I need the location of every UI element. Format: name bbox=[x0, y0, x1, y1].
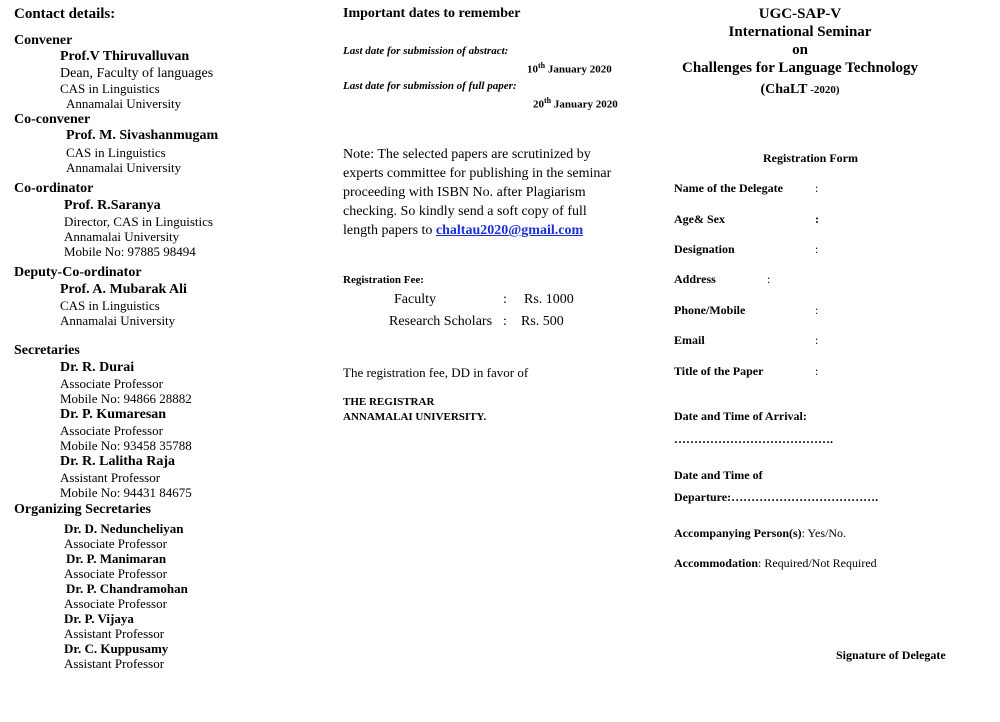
field-colon: : bbox=[815, 181, 819, 195]
secretary-mobile: Mobile No: 93458 35788 bbox=[60, 438, 192, 453]
fee-label: Faculty bbox=[394, 292, 436, 307]
signature-label: Signature of Delegate bbox=[836, 648, 946, 662]
organizer-role: Assistant Professor bbox=[64, 626, 165, 641]
organizer-name: Dr. P. Vijaya bbox=[64, 611, 134, 626]
field-colon: : bbox=[815, 242, 819, 256]
note-line: length papers to chaltau2020@gmail.com bbox=[343, 223, 584, 238]
departure-label: Date and Time of bbox=[674, 468, 763, 482]
fee-label: Research Scholars bbox=[389, 314, 493, 329]
organizer-role: Associate Professor bbox=[64, 566, 167, 581]
registrar-line: THE REGISTRAR bbox=[343, 396, 435, 408]
seminar-title-line: Challenges for Language Technology bbox=[681, 60, 918, 76]
seminar-title-line: on bbox=[792, 42, 808, 58]
secretary-name: Dr. R. Durai bbox=[60, 360, 135, 375]
coconvener-line: Annamalai University bbox=[66, 160, 182, 175]
coordinator-name: Prof. R.Saranya bbox=[64, 198, 161, 213]
field-name-label: Name of the Delegate bbox=[674, 181, 783, 195]
abstract-deadline-label: Last date for submission of abstract: bbox=[343, 45, 509, 57]
fee-heading: Registration Fee: bbox=[343, 274, 424, 286]
deputy-heading: Deputy-Co-ordinator bbox=[14, 265, 142, 280]
secretary-name: Dr. P. Kumaresan bbox=[60, 407, 167, 422]
organizer-role: Associate Professor bbox=[64, 596, 167, 611]
field-designation-label: Designation bbox=[674, 242, 735, 256]
convener-heading: Convener bbox=[14, 33, 73, 48]
organizer-name: Dr. P. Chandramohan bbox=[66, 581, 188, 596]
field-phone-label: Phone/Mobile bbox=[674, 303, 746, 317]
fee-value: Rs. 500 bbox=[521, 314, 564, 329]
coconvener-line: CAS in Linguistics bbox=[66, 145, 166, 160]
field-colon: : bbox=[815, 303, 819, 317]
convener-line: CAS in Linguistics bbox=[60, 81, 160, 96]
seminar-title-line: International Seminar bbox=[728, 24, 872, 40]
secretary-mobile: Mobile No: 94866 28882 bbox=[60, 391, 192, 406]
field-age-label: Age& Sex bbox=[674, 212, 725, 226]
abstract-deadline-date: 10th January 2020 bbox=[527, 61, 612, 76]
dates-heading: Important dates to remember bbox=[343, 6, 521, 21]
coordinator-line: Annamalai University bbox=[64, 229, 180, 244]
coconvener-heading: Co-convener bbox=[14, 112, 91, 127]
convener-name: Prof.V Thiruvalluvan bbox=[60, 49, 190, 64]
note-line: proceeding with ISBN No. after Plagiarism bbox=[343, 185, 586, 200]
accompanying-field: Accompanying Person(s): Yes/No. bbox=[674, 526, 847, 540]
seminar-title-line: UGC-SAP-V bbox=[758, 6, 842, 22]
secretaries-heading: Secretaries bbox=[14, 343, 80, 358]
coconvener-name: Prof. M. Sivashanmugam bbox=[66, 128, 219, 143]
paper-deadline-date: 20th January 2020 bbox=[533, 96, 618, 111]
fee-value: Rs. 1000 bbox=[524, 292, 574, 307]
organizer-name: Dr. D. Neduncheliyan bbox=[64, 521, 184, 536]
note-line: checking. So kindly send a soft copy of full bbox=[343, 204, 587, 219]
field-colon: : bbox=[767, 272, 771, 286]
field-address-label: Address bbox=[674, 272, 716, 286]
secretary-name: Dr. R. Lalitha Raja bbox=[60, 454, 175, 469]
secretary-role: Associate Professor bbox=[60, 423, 163, 438]
organizing-heading: Organizing Secretaries bbox=[14, 502, 151, 517]
deputy-name: Prof. A. Mubarak Ali bbox=[60, 282, 187, 297]
field-colon: : bbox=[815, 364, 819, 378]
deputy-line: Annamalai University bbox=[60, 313, 176, 328]
contact-heading: Contact details: bbox=[14, 6, 116, 22]
fee-separator: : bbox=[503, 314, 507, 329]
coordinator-heading: Co-ordinator bbox=[14, 181, 94, 196]
secretary-role: Assistant Professor bbox=[60, 470, 161, 485]
arrival-label: Date and Time of Arrival: bbox=[674, 409, 807, 423]
registrar-line: ANNAMALAI UNIVERSITY. bbox=[343, 411, 487, 423]
convener-line: Dean, Faculty of languages bbox=[60, 66, 214, 81]
accommodation-field: Accommodation: Required/Not Required bbox=[674, 556, 877, 570]
note-line: experts committee for publishing in the seminar bbox=[343, 166, 612, 181]
dd-text: The registration fee, DD in favor of bbox=[343, 365, 529, 380]
fee-separator: : bbox=[503, 292, 507, 307]
seminar-acronym: (ChaLT -2020) bbox=[760, 82, 840, 97]
organizer-name: Dr. P. Manimaran bbox=[66, 551, 167, 566]
secretary-role: Associate Professor bbox=[60, 376, 163, 391]
departure-blank: Departure:………………………………. bbox=[674, 490, 879, 504]
email-link[interactable]: chaltau2020@gmail.com bbox=[435, 223, 584, 238]
field-email-label: Email bbox=[674, 333, 705, 347]
coordinator-line: Director, CAS in Linguistics bbox=[64, 214, 213, 229]
field-title-label: Title of the Paper bbox=[674, 364, 764, 378]
secretary-mobile: Mobile No: 94431 84675 bbox=[60, 485, 192, 500]
field-colon: : bbox=[815, 212, 819, 226]
field-colon: : bbox=[815, 333, 819, 347]
organizer-role: Associate Professor bbox=[64, 536, 167, 551]
organizer-name: Dr. C. Kuppusamy bbox=[64, 641, 169, 656]
organizer-role: Assistant Professor bbox=[64, 656, 165, 671]
coordinator-mobile: Mobile No: 97885 98494 bbox=[64, 244, 196, 259]
deputy-line: CAS in Linguistics bbox=[60, 298, 160, 313]
form-heading: Registration Form bbox=[763, 151, 858, 165]
convener-line: Annamalai University bbox=[66, 96, 182, 111]
paper-deadline-label: Last date for submission of full paper: bbox=[343, 80, 517, 92]
arrival-blank: …………………………………. bbox=[674, 432, 833, 446]
note-line: Note: The selected papers are scrutinized by bbox=[343, 147, 591, 162]
